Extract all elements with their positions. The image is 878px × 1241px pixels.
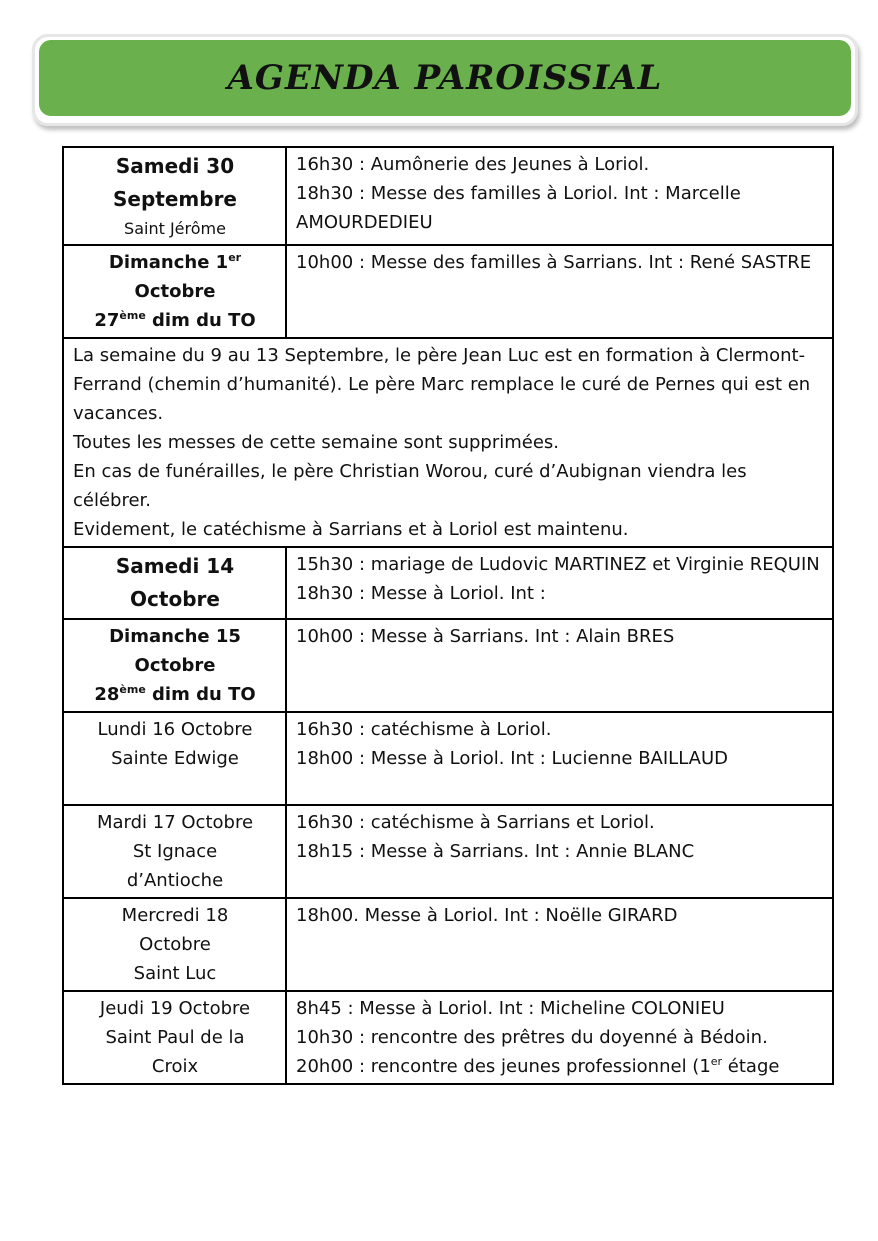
- events-cell: [286, 245, 833, 338]
- event-line: 16h30 : catéchisme à Loriol.: [296, 719, 552, 740]
- date-superscript: ème: [119, 309, 146, 322]
- date-line: Octobre: [130, 587, 220, 611]
- announcement-cell: [63, 338, 833, 547]
- events-cell: [286, 147, 833, 245]
- agenda-row: [63, 991, 833, 1084]
- event-text: 20h00 : rencontre des jeunes professionnel (1: [296, 1056, 711, 1077]
- events-cell: [286, 898, 833, 991]
- date-cell: [63, 898, 286, 991]
- date-text: dim du TO: [145, 310, 256, 331]
- agenda-row: [63, 245, 833, 338]
- event-line: 18h00 : Messe à Loriol. Int : Lucienne BAILLAUD: [296, 748, 728, 769]
- event-line: 16h30 : catéchisme à Sarrians et Loriol.: [296, 812, 655, 833]
- date-line: Samedi 30: [115, 154, 235, 178]
- event-line: [296, 1052, 824, 1081]
- date-text: 27: [94, 310, 120, 331]
- announcement-line: En cas de funérailles, le père Christian Worou, curé d’Aubignan viendra les célébrer.: [73, 461, 747, 511]
- events-cell: [286, 547, 833, 619]
- date-cell: [63, 805, 286, 898]
- event-line: 16h30 : Aumônerie des Jeunes à Loriol.: [296, 154, 650, 175]
- events-cell: [286, 619, 833, 712]
- date-text: Dimanche 1: [108, 252, 229, 273]
- date-text: dim du TO: [145, 684, 256, 705]
- event-line: 10h00 : Messe à Sarrians. Int : Alain BRES: [296, 626, 675, 647]
- agenda-row: [63, 338, 833, 547]
- date-line: [73, 248, 277, 277]
- title-banner: [32, 34, 858, 126]
- events-cell: [286, 805, 833, 898]
- date-line: Croix: [151, 1056, 199, 1077]
- event-text: étage: [722, 1056, 780, 1077]
- date-line: Saint Luc: [133, 963, 217, 984]
- date-line: Saint Paul de la: [105, 1027, 245, 1048]
- date-superscript: er: [228, 251, 242, 264]
- saint-name: Saint Jérôme: [124, 219, 226, 238]
- event-line: 15h30 : mariage de Ludovic MARTINEZ et Virginie REQUIN: [296, 554, 820, 575]
- date-cell: [63, 991, 286, 1084]
- date-line: Lundi 16 Octobre: [97, 719, 253, 740]
- date-line: Octobre: [134, 655, 216, 676]
- event-line: 18h15 : Messe à Sarrians. Int : Annie BLANC: [296, 841, 695, 862]
- liturgical-week: [73, 680, 277, 709]
- event-line: 10h00 : Messe des familles à Sarrians. Int : René SASTRE: [296, 252, 812, 273]
- date-cell: [63, 245, 286, 338]
- events-cell: [286, 712, 833, 805]
- date-text: 28: [94, 684, 120, 705]
- page-title: AGENDA PAROISSIAL: [227, 58, 663, 98]
- date-line: Samedi 14: [115, 554, 235, 578]
- agenda-row: [63, 547, 833, 619]
- announcement-line: La semaine du 9 au 13 Septembre, le père Jean Luc est en formation à Clermont-Ferrand (chemin d’humanité). Le père Marc remplace le curé de Pernes qui est en vacances.: [73, 345, 811, 424]
- announcement-line: Toutes les messes de cette semaine sont supprimées.: [73, 432, 560, 453]
- date-line: Dimanche 15: [109, 626, 241, 647]
- date-cell: [63, 147, 286, 245]
- title-banner-fill: [39, 40, 851, 116]
- agenda-row: [63, 147, 833, 245]
- date-line: Septembre: [113, 187, 237, 211]
- date-line: Mardi 17 Octobre: [96, 812, 254, 833]
- events-cell: [286, 991, 833, 1084]
- event-line: 18h00. Messe à Loriol. Int : Noëlle GIRARD: [296, 905, 678, 926]
- date-line: Octobre: [139, 934, 211, 955]
- event-line: 18h30 : Messe à Loriol. Int :: [296, 583, 546, 604]
- date-cell: [63, 712, 286, 805]
- event-line: 18h30 : Messe des familles à Loriol. Int : Marcelle AMOURDEDIEU: [296, 183, 741, 233]
- date-cell: [63, 619, 286, 712]
- date-line: Octobre: [134, 281, 216, 302]
- date-line: Sainte Edwige: [111, 748, 239, 769]
- date-superscript: ème: [119, 683, 146, 696]
- agenda-table: [62, 146, 834, 1085]
- date-cell: [63, 547, 286, 619]
- date-line: Mercredi 18: [121, 905, 229, 926]
- event-superscript: er: [710, 1055, 723, 1068]
- date-line: Jeudi 19 Octobre: [99, 998, 251, 1019]
- date-line: St Ignace: [132, 841, 218, 862]
- agenda-row: [63, 898, 833, 991]
- announcement-line: Evidement, le catéchisme à Sarrians et à Loriol est maintenu.: [73, 519, 629, 540]
- agenda-row: [63, 619, 833, 712]
- date-line: d’Antioche: [126, 870, 224, 891]
- liturgical-week: [73, 306, 277, 335]
- agenda-row: [63, 805, 833, 898]
- event-line: 10h30 : rencontre des prêtres du doyenné à Bédoin.: [296, 1027, 768, 1048]
- event-line: 8h45 : Messe à Loriol. Int : Micheline COLONIEU: [296, 998, 725, 1019]
- agenda-row: [63, 712, 833, 805]
